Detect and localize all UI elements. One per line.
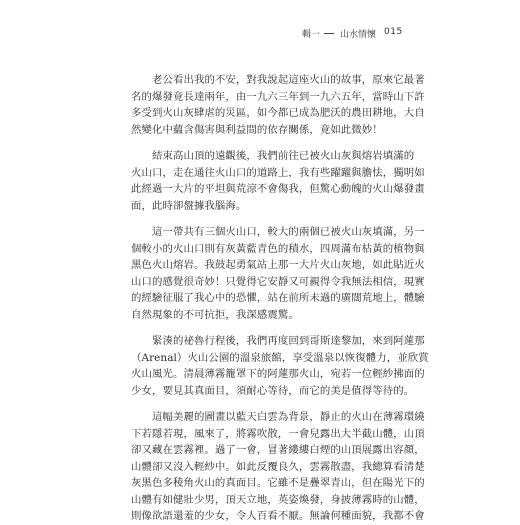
paragraph xyxy=(131,409,425,525)
text-line: 個較小的火山口則有灰黃藍青色的積水，四周滿布枯黃的植物與 xyxy=(131,242,425,255)
text-line: 緊湊的祕魯行程後，我們再度回到哥斯達黎加，來到阿蓮那 xyxy=(152,335,425,347)
header-dash xyxy=(324,33,334,34)
text-line: 這幅美麗的圖畫以藍天白雲為背景，靜止的火山在薄霧環繞 xyxy=(152,411,425,423)
text-line: 少女，要見其真面目，須耐心等待，而它的美是值得等待的。 xyxy=(131,384,415,397)
paragraph xyxy=(131,148,425,214)
paragraph-gap xyxy=(131,399,398,409)
paragraph-gap xyxy=(131,138,398,148)
text-line: 則像欲語還羞的少女，令人百看不厭。無論何種面貌，我都不會 xyxy=(131,510,425,522)
paragraph-gap xyxy=(131,323,398,333)
text-line: 自然現象的不可抗拒，我深感震驚。 xyxy=(131,308,299,321)
text-line: 面，此時卻盤據我腦海。 xyxy=(131,199,247,212)
paragraph xyxy=(131,72,425,138)
text-line: 山口的感覺很奇妙！只覺得它安靜又可親得令我無法相信，現實 xyxy=(131,275,425,288)
text-line: 的經驗征服了我心中的恐懼，站在前所未過的廣闊荒地上，體驗 xyxy=(131,292,425,304)
text-line: 然變化中蘊含傷害與利益間的依存關係，竟如此微妙！ xyxy=(131,123,383,136)
text-line: 卻又藏在雲霧裡。過了一會，冒著縷縷白煙的山頂展露出容顏， xyxy=(131,444,425,456)
text-line: 這一帶共有三個火山口，較大的兩個已被火山灰填滿，另一 xyxy=(152,226,425,238)
text-line: （Arenal）火山公園的溫泉旅館，享受溫泉以恢復體力，並欣賞 xyxy=(131,351,429,364)
text-line: 黑色火山熔岩。我鼓起勇氣站上那一大片火山灰地，如此貼近火 xyxy=(131,259,425,271)
chapter-title: 山水情懷 xyxy=(340,30,377,40)
text-line: 老公看出我的不安，對我說起這座火山的故事，原來它最著 xyxy=(152,74,425,86)
text-line: 名的爆發竟長達兩年，由一九六三年到一九六五年，當時山下許 xyxy=(131,90,425,103)
text-line: 山體卻又沒入輕紗中。如此反覆良久，雲霧散盡，我總算看清楚 xyxy=(131,460,425,473)
text-line: 結束高山頂的遠觀後，我們前往已被火山灰與熔岩填滿的 xyxy=(152,150,415,162)
body-text xyxy=(131,72,429,525)
text-line: 火山風光。清晨薄霧籠罩下的阿蓮那火山，宛若一位輕紗拂面的 xyxy=(131,368,425,380)
text-line: 灰黑色多稜角火山的真面目。它雖不是疊翠青山，但在陽光下的 xyxy=(131,477,425,489)
page-number: 015 xyxy=(384,27,403,37)
text-line: 此經過一大片的平坦與荒涼不會傷我，但驚心動魄的火山爆發畫 xyxy=(131,183,425,195)
text-line: 多受到火山灰肆虐的災區，如今都已成為肥沃的農田耕地，大自 xyxy=(131,107,425,119)
paragraph xyxy=(131,224,425,323)
text-line: 山體有如健壯少男，頂天立地，英姿煥發，身披薄霧時的山體， xyxy=(131,493,425,506)
text-line: 下若隱若現，風來了，將霧吹散，一會兒露出大半截山體，山頂 xyxy=(131,427,425,440)
paragraph xyxy=(131,333,429,399)
section-label: 輯一 xyxy=(302,30,321,40)
paragraph-gap xyxy=(131,214,398,224)
text-line: 火山口，走在通往火山口的道路上，我有些躍躍與膽怯，獨明如 xyxy=(131,166,425,179)
running-header xyxy=(302,26,502,40)
